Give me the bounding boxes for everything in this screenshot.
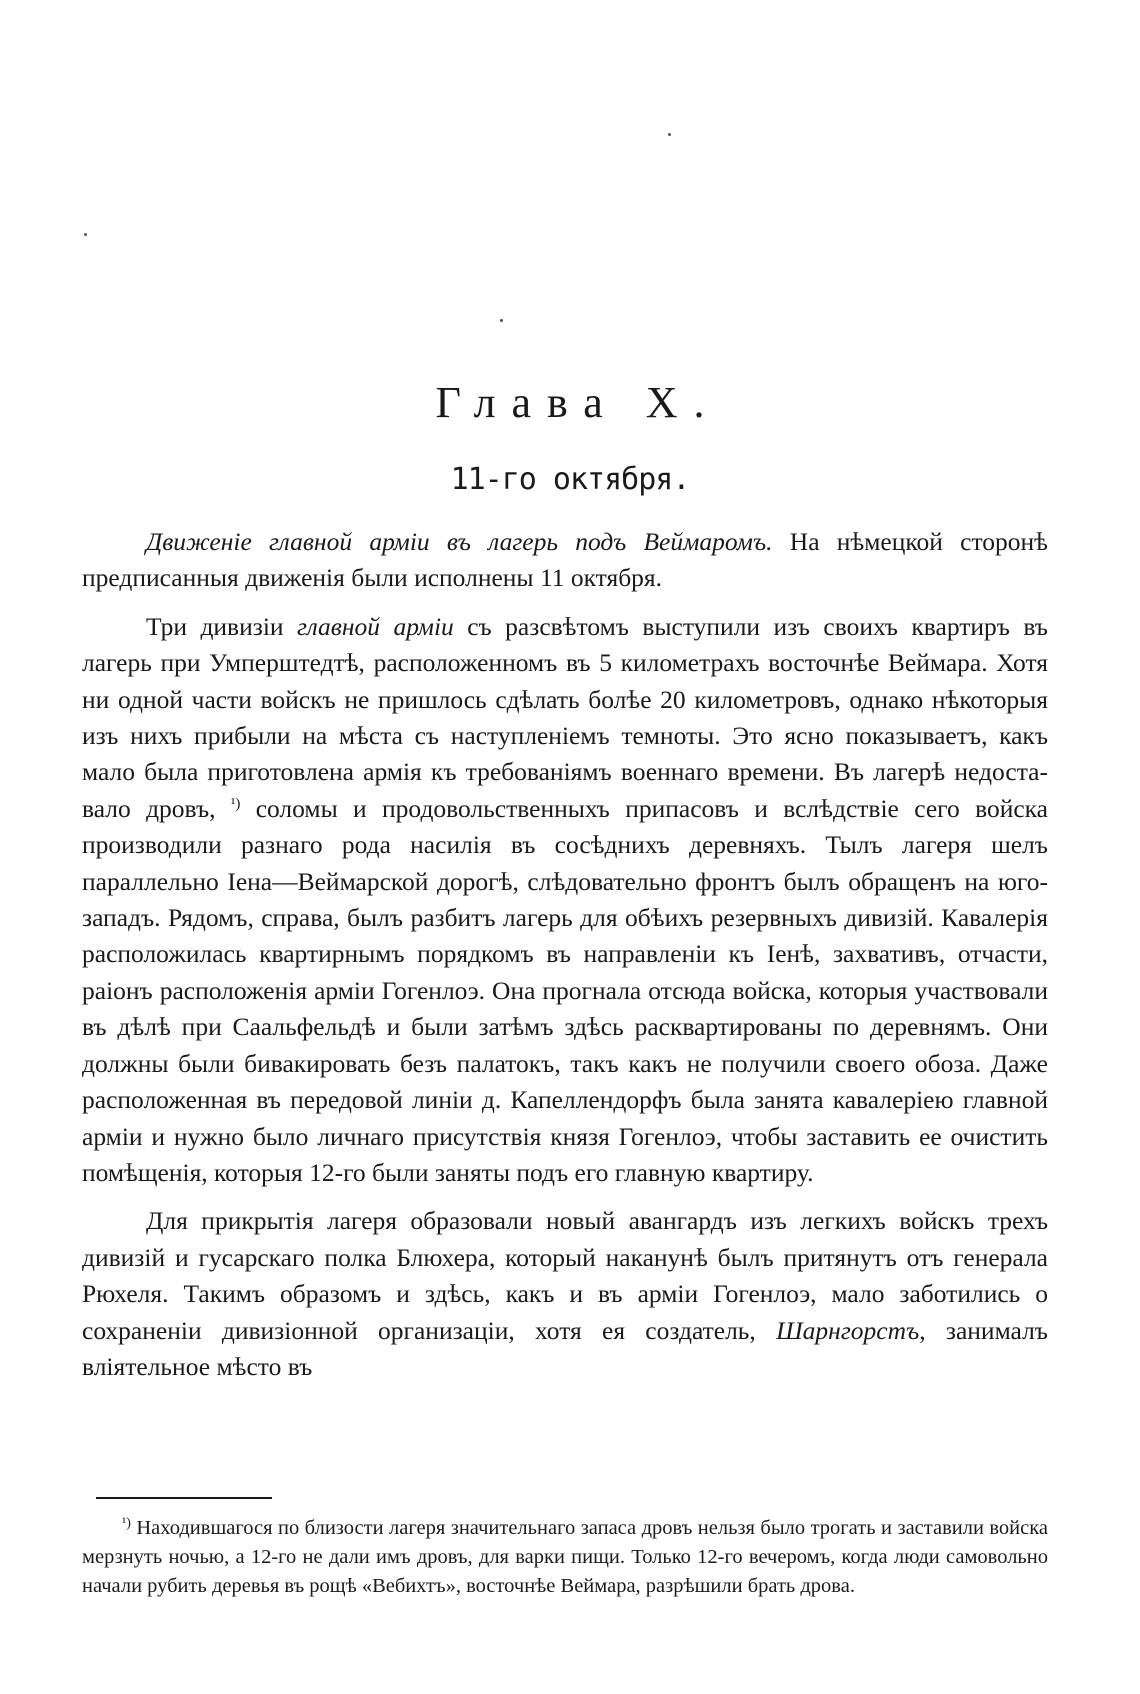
print-speck — [668, 133, 671, 136]
footnote-divider — [96, 1497, 272, 1499]
paragraph-text: На нѣмецкой сторонѣ предписанныя движенія были исполнены 11 октября. — [82, 527, 1048, 593]
footnote-mark: ¹) — [122, 1516, 131, 1531]
italic-phrase: главной арміи — [297, 611, 454, 641]
paragraph-text: Для прикрытія лагеря образовали новый авангардъ изъ легкихъ войскъ трехъ дивизій и гусарскаго полка Блюхера, который наканунѣ былъ притянутъ отъ генерала Рюхеля. Такимъ образомъ и здѣсь, какъ и въ арміи Гогенлоэ, мало заботились о сохраненіи дивизіонной организаціи, хотя ея создатель, — [82, 1206, 1048, 1345]
paragraph-text: съ разсвѣтомъ выступили изъ своихъ квартиръ въ лагерь при Умперштедтѣ, расположенномъ въ 5 километрахъ восточнѣе Веймара. Хотя ни одной части войскъ не пришлось сдѣлать болѣе 20 километровъ, однако нѣкоторыя изъ нихъ прибыли на мѣста съ наступленіемъ темноты. Это ясно показываетъ, какъ мало была приготовлена армія къ требованіямъ военнаго времени. Въ лагерѣ недоставало дровъ, — [82, 611, 1048, 823]
paragraph-text: , занималъ вліятельное мѣсто въ — [82, 1315, 1048, 1381]
print-speck — [500, 319, 503, 322]
chapter-title: Глава X. — [435, 378, 721, 427]
footnote-reference[interactable]: ¹) — [230, 795, 241, 812]
paragraph-3 — [82, 1203, 1048, 1385]
footnote — [82, 1514, 1048, 1601]
print-speck — [84, 233, 87, 236]
body-text — [82, 524, 1048, 1397]
paragraph-2 — [82, 609, 1048, 1192]
section-heading-italic: Движеніе главной арміи въ лагерь подъ Веймаромъ. — [146, 527, 773, 556]
footnote-text: Находившагося по близости лагеря значительнаго запаса дровъ нельзя было трогать и заставили войска мерзнуть ночью, а 12-го не дали имъ дровъ, для варки пищи. Только 12-го вечеромъ, когда люди самовольно начали рубить деревья въ рощѣ «Вебихтъ», восточнѣе Веймара, разрѣшили брать дрова. — [82, 1517, 1048, 1597]
italic-name: Шарнгорстъ — [776, 1315, 920, 1345]
paragraph-text: соломы и продовольственныхъ припасовъ и вслѣдствіе сего войска производили разнаго рода насилія въ сосѣднихъ деревняхъ. Тылъ лагеря шелъ параллельно Іена—Веймарской дорогѣ, слѣдовательно фронтъ былъ обращенъ на юго-западъ. Рядомъ, справа, былъ разбитъ лагерь для обѣихъ резервныхъ дивизій. Кавалерія расположилась квартирнымъ порядкомъ въ направленіи къ Іенѣ, захвативъ, отчасти, раіонъ расположенія арміи Гогенлоэ. Она прогнала отсюда войска, которыя участвовали въ дѣлѣ при Саальфельдѣ и были затѣмъ здѣсь расквартированы по деревнямъ. Они должны были бивакировать безъ палатокъ, такъ какъ не получили своего обоза. Даже расположенная въ передовой линіи д. Капеллендорфъ была занята кавалеріею главной арміи и нужно было личнаго присутствія князя Гогенлоэ, чтобы заставить ее очистить помѣщенія, которыя 12-го были заняты подъ его главную квартиру. — [82, 793, 1048, 1187]
chapter-date: 11-го октября. — [450, 462, 690, 497]
paragraph-text: Три дивизіи — [146, 611, 297, 641]
paragraph-1 — [82, 524, 1048, 597]
